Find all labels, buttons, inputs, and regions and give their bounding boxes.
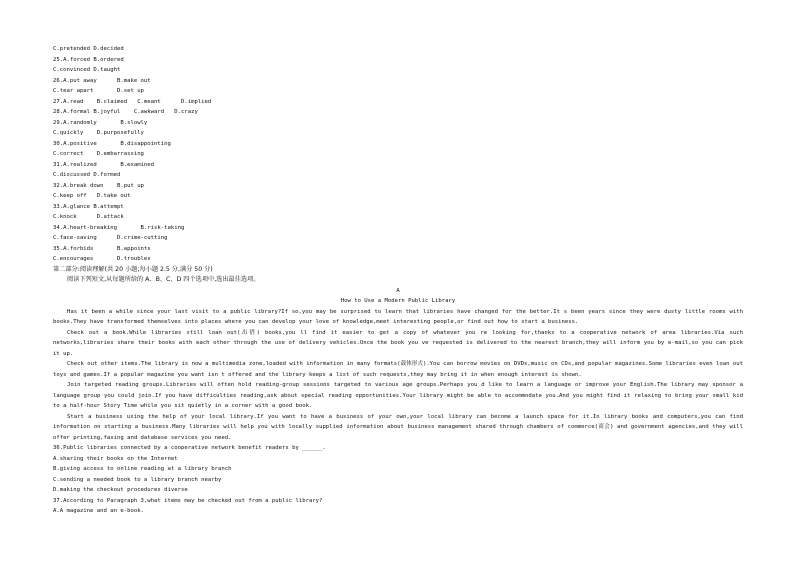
- option-line: C.tear apart D.set up: [53, 88, 144, 94]
- option-line: 28.A.formal B.joyful C.awkward D.crazy: [53, 109, 198, 115]
- answer-option: B.giving access to online reading at a library branch: [53, 466, 232, 472]
- option-line: 31.A.realized B.examined: [53, 161, 155, 168]
- option-line: C.face-saving D.crime-cutting: [53, 235, 168, 241]
- question-line: 36.Public libraries connected by a cooperative network benefit readers by ______.: [53, 445, 326, 451]
- question-line: 37.According to Paragraph 3,what items may be checked out from a public library?: [53, 497, 323, 504]
- option-line: 29.A.randomly B.slowly: [53, 119, 148, 126]
- passage-title: How to Use a Modern Public Library: [340, 298, 456, 304]
- option-line: C.correct D.embarrassing: [53, 151, 144, 157]
- option-line: C.discussed D.formed: [53, 172, 121, 178]
- option-line: C.quickly D.purposefully: [53, 130, 144, 136]
- option-line: 25.A.forced B.ordered: [53, 56, 124, 63]
- option-line: 32.A.break down B.put up: [53, 182, 144, 189]
- page-content: [53, 44, 743, 517]
- passage-paragraph: Start a business using the help of your local library.If you want to have a business of your own,your local library can become a launch space for it.In library books and computers,you can find information on starting a business.Many libraries will help you with locally supplied information about business management shared through chambers of commerce(商会) and government agencies,and they will offer printing,faxing and database services you need.: [53, 413, 743, 441]
- option-line: 33.A.glance B.attempt: [53, 203, 124, 210]
- option-line: 30.A.positive B.disappointing: [53, 140, 171, 147]
- option-line: 26.A.put away B.make out: [53, 77, 151, 84]
- option-line: C.convinced D.taught: [53, 67, 121, 73]
- section-heading: 第二部分:阅读理解(共 20 小题;每小题 2.5 分,满分 50 分): [53, 265, 213, 273]
- answer-option: C.sending a needed book to a library branch nearby: [53, 476, 222, 483]
- passage-paragraph: Check out a book.While libraries still loan out(出借) books,you ll find it easier to get a copy of whatever you re looking for,thanks to a cooperative network of area libraries.Via such networks,libraries share their books with each other through the use of delivery vehicles.Once the book you ve requested is delivered to the nearest branch,they will inform you by e-mail,so you can pick it up.: [53, 329, 743, 357]
- section-instruction: 阅读下列短文,从每题所给的 A、B、C、D 四个选项中,选出最佳选项。: [67, 276, 260, 283]
- option-line: C.knock D.attack: [53, 214, 124, 220]
- questions-list: [53, 443, 743, 517]
- option-line: C.pretended D.decided: [53, 46, 124, 52]
- option-line: 27.A.read B.claimed C.meant D.implied: [53, 98, 212, 105]
- answer-option: A.A magazine and an e-book.: [53, 508, 144, 514]
- passage-paragraph: Check out other items.The library is now a multimedia zone,loaded with information in many formats(载体形式).You can borrow movies on DVDs,music on CDs,and popular magazines.Some libraries even loan out toys and games.If a popular magazine you want isn t offered and the library keeps a list of such requests,they may bring it in when enough interest is shown.: [53, 361, 743, 378]
- answer-option: A.sharing their books on the Internet: [53, 455, 178, 462]
- passage-body: [53, 307, 743, 444]
- options-list: [53, 44, 743, 265]
- passage-letter: A: [396, 287, 400, 294]
- option-line: 35.A.forbids B.appoints: [53, 245, 151, 252]
- option-line: C.keep off D.take out: [53, 193, 131, 199]
- passage-paragraph: Has it been a while since your last visit to a public library?If so,you may be surprised to learn that libraries have changed for the better.It s been years since they were dusty little rooms with books.They have transformed themselves into places where you can develop your love of knowledge,meet interesting people,or find out how to start a business.: [53, 308, 743, 325]
- passage-paragraph: Join targeted reading groups.Libraries will often hold reading-group sessions targeted to various age groups.Perhaps you d like to learn a language or improve your English.The library may sponsor a language group you could join.If you have difficulties reading,ask about special reading opportunities.Your library might be able to accommodate you.And you might find it relaxing to bring your small kid to a half-hour Story Time while you sit quietly in a corner with a good book.: [53, 382, 743, 409]
- option-line: C.encourages D.troubles: [53, 256, 151, 262]
- answer-option: D.making the checkout procedures diverse: [53, 487, 188, 493]
- option-line: 34.A.heart-breaking B.risk-taking: [53, 224, 185, 231]
